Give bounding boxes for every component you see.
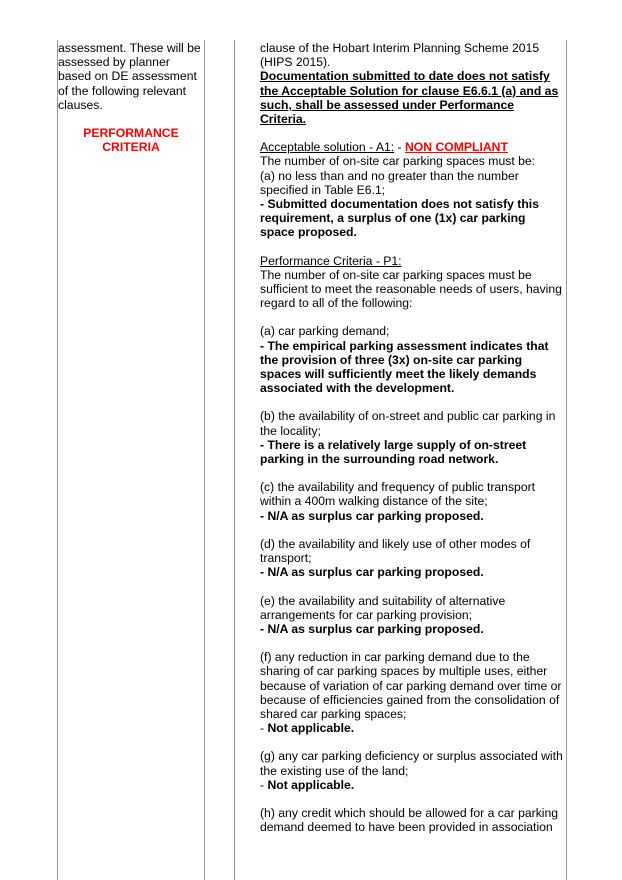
performance-criteria-heading (58, 126, 204, 154)
response-line (260, 721, 566, 735)
documentation-statement (260, 69, 566, 126)
left-intro-line: assessed by planner (58, 55, 170, 70)
criterion-line: the existing use of the land; (260, 763, 409, 778)
table-border-mid-right (234, 40, 235, 880)
response-prefix: - (260, 721, 268, 736)
criterion-d (260, 537, 566, 580)
criterion-e (260, 594, 566, 637)
criterion-f (260, 650, 566, 735)
response-line: - N/A as surplus car parking proposed. (260, 565, 484, 580)
left-intro-line: clauses. (58, 97, 103, 112)
criterion-line: (b) the availability of on-street and public car parking in (260, 409, 556, 424)
criterion-line: because of efficiencies gained from the consolidation of (260, 692, 560, 707)
text-line: The number of on-site car parking spaces must be: (260, 154, 536, 169)
right-column (260, 41, 566, 834)
response-line: - Submitted documentation does not satisfy this (260, 197, 539, 212)
response-line: parking in the surrounding road network. (260, 452, 499, 467)
response-line: spaces will sufficiently meet the likely demands (260, 367, 537, 382)
criterion-c (260, 480, 566, 523)
acceptable-response (260, 197, 566, 240)
acceptable-solution-label: Acceptable solution - A1: (260, 140, 395, 155)
response-line (260, 778, 566, 792)
response-line: - N/A as surplus car parking proposed. (260, 621, 484, 636)
criterion-line: (a) car parking demand; (260, 324, 390, 339)
criterion-line: within a 400m walking distance of the site; (260, 494, 488, 509)
statement-line: the Acceptable Solution for clause E6.6.1 (a) and as (260, 83, 559, 98)
left-intro-line: assessment. These will be (58, 41, 201, 55)
separator: - (394, 140, 405, 155)
criterion-line: because of variation of car parking demand over time or (260, 678, 562, 693)
response-prefix: - (260, 777, 268, 792)
criterion-line: sharing of car parking spaces by multiple uses, either (260, 664, 548, 679)
text-line: sufficient to meet the reasonable needs of users, having (260, 282, 562, 297)
criterion-line: transport; (260, 551, 312, 566)
performance-criteria-label: Performance Criteria - P1: (260, 253, 402, 268)
response-line: requirement, a surplus of one (1x) car parking (260, 211, 526, 226)
table-border-mid-left (204, 40, 205, 880)
heading-line: CRITERIA (102, 140, 160, 155)
criterion-line: the locality; (260, 423, 321, 438)
criterion-line: shared car parking spaces; (260, 706, 407, 721)
criterion-b (260, 409, 566, 466)
text-line: regard to all of the following: (260, 296, 413, 311)
response-line: space proposed. (260, 225, 357, 240)
text-line: (HIPS 2015). (260, 55, 331, 70)
criterion-line: (c) the availability and frequency of public transport (260, 480, 536, 495)
criterion-line: (g) any car parking deficiency or surplus associated with (260, 749, 563, 764)
left-intro-line: based on DE assessment (58, 69, 197, 84)
table-border-left (57, 40, 58, 880)
acceptable-solution-heading (260, 140, 566, 154)
response-line: - There is a relatively large supply of on-street (260, 437, 527, 452)
response-line: associated with the development. (260, 381, 455, 396)
criterion-line: demand deemed to have been provided in association (260, 820, 553, 835)
text-line: The number of on-site car parking spaces must be (260, 267, 532, 282)
response-text: Not applicable. (267, 777, 355, 792)
left-column (58, 41, 204, 154)
criterion-h (260, 806, 566, 834)
criterion-line: arrangements for car parking provision; (260, 607, 473, 622)
statement-line: Documentation submitted to date does not satisfy (260, 69, 550, 84)
table-border-right (566, 40, 567, 880)
response-line: - The empirical parking assessment indicates that (260, 338, 549, 353)
criterion-line: (h) any credit which should be allowed for a car parking (260, 805, 559, 820)
text-line: (a) no less than and no greater than the number (260, 168, 519, 183)
statement-line: such, shall be assessed under Performance (260, 97, 515, 112)
criterion-line: (f) any reduction in car parking demand due to the (260, 650, 530, 665)
heading-line: PERFORMANCE (83, 126, 179, 141)
response-text: Not applicable. (267, 721, 355, 736)
statement-line: Criteria. (260, 112, 307, 127)
text-line: clause of the Hobart Interim Planning Scheme 2015 (260, 41, 540, 55)
left-intro-line: of the following relevant (58, 83, 187, 98)
response-line: - N/A as surplus car parking proposed. (260, 508, 484, 523)
criterion-line: (d) the availability and likely use of other modes of (260, 536, 531, 551)
compliance-status: NON COMPLIANT (405, 140, 508, 155)
response-line: the provision of three (3x) on-site car parking (260, 352, 523, 367)
criterion-g (260, 749, 566, 792)
criterion-line: (e) the availability and suitability of alternative (260, 593, 506, 608)
text-line: specified in Table E6.1; (260, 182, 386, 197)
criterion-a (260, 324, 566, 395)
